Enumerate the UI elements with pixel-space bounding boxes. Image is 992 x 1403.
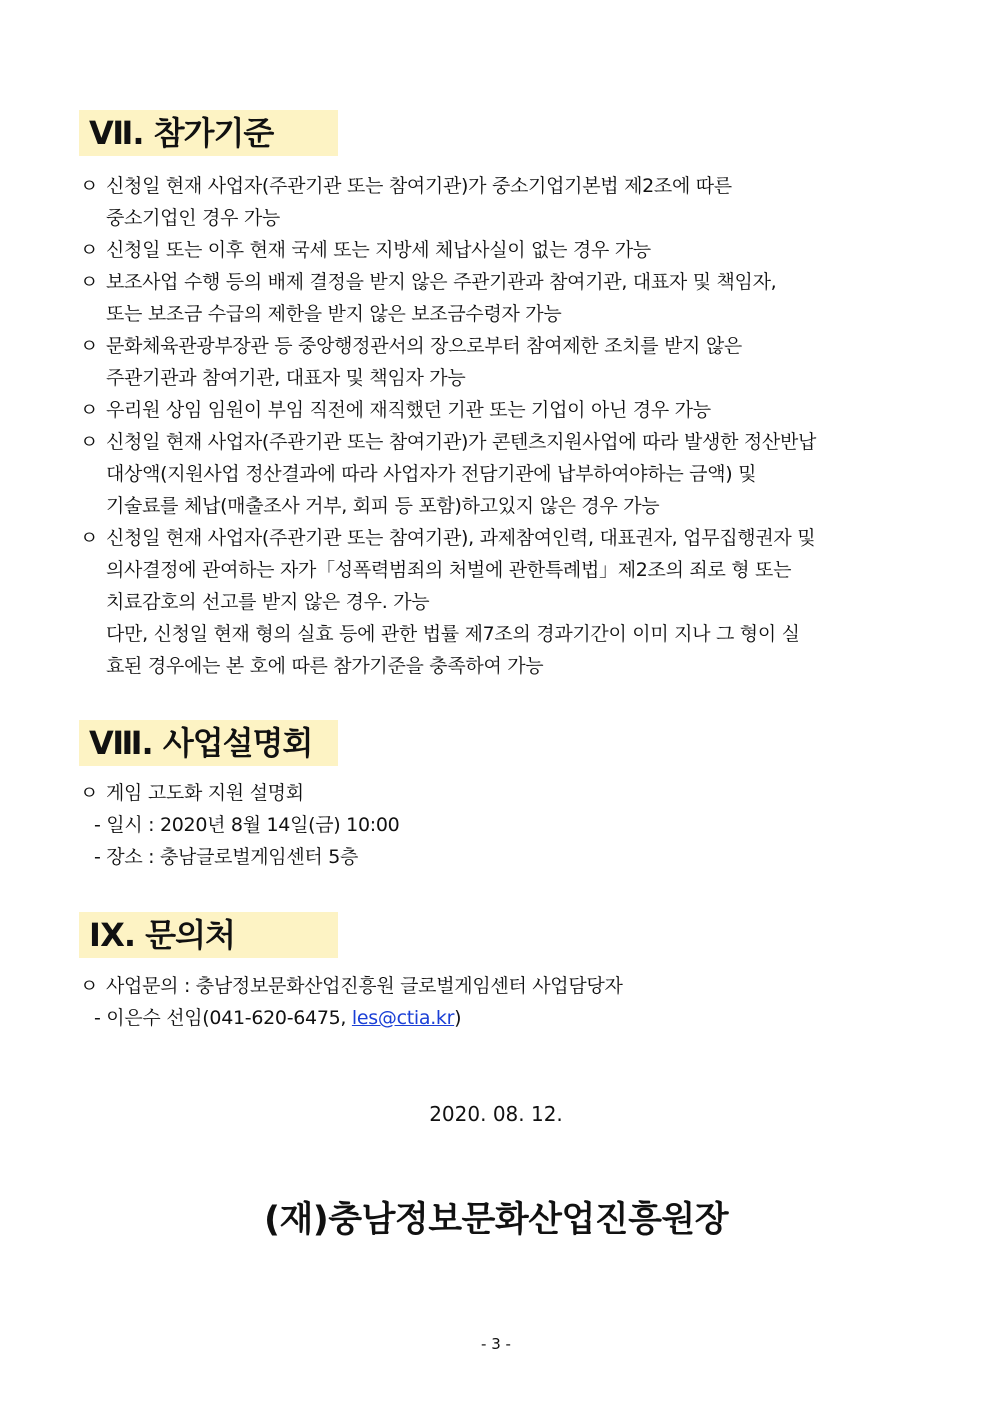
bullet-mark: ㅇ (80, 271, 99, 293)
bullet-mark: ㅇ (80, 399, 99, 421)
bullet-mark: ㅇ (80, 175, 99, 197)
email-link[interactable]: les@ctia.kr (351, 1007, 455, 1029)
bullet-mark: ㅇ (80, 335, 99, 357)
list-item-continuation: 의사결정에 관여하는 자가「성폭력범죄의 처벌에 관한특례법」제2조의 죄로 형 또는 (106, 559, 792, 581)
document-date: 2020. 08. 12. (429, 1102, 563, 1126)
issuer-organization: (재)충남정보문화산업진흥원장 (263, 1200, 729, 1240)
list-item-continuation: 대상액(지원사업 정산결과에 따라 사업자가 전담기관에 납부하여야하는 금액) 및 (106, 463, 757, 485)
list-item: ㅇ 신청일 현재 사업자(주관기관 또는 참여기관)가 중소기업기본법 제2조에 따른 (80, 170, 732, 202)
bullet-mark: ㅇ (80, 975, 99, 997)
list-item: ㅇ 보조사업 수행 등의 배제 결정을 받지 않은 주관기관과 참여기관, 대표자 및 책임자, (80, 266, 776, 298)
bullet-mark: ㅇ (80, 239, 99, 261)
list-subitem-contact-person: - 이은수 선임(041-620-6475, les@ctia.kr) (94, 1007, 462, 1029)
list-item: ㅇ 신청일 또는 이후 현재 국세 또는 지방세 체납사실이 없는 경우 가능 (80, 234, 651, 266)
section-title-contact: Ⅸ. 문의처 (79, 912, 338, 958)
list-subitem-location: - 장소 : 충남글로벌게임센터 5층 (94, 846, 359, 868)
list-item-continuation: 주관기관과 참여기관, 대표자 및 책임자 가능 (106, 367, 466, 389)
list-item-continuation: 중소기업인 경우 가능 (106, 207, 280, 229)
list-subitem-date: - 일시 : 2020년 8월 14일(금) 10:00 (94, 814, 400, 836)
list-item: ㅇ 신청일 현재 사업자(주관기관 또는 참여기관)가 콘텐츠지원사업에 따라 발생한 정산반납 (80, 426, 816, 458)
list-item: ㅇ 사업문의 : 충남정보문화산업진흥원 글로벌게임센터 사업담당자 (80, 970, 623, 1002)
list-item-continuation: 다만, 신청일 현재 형의 실효 등에 관한 법률 제7조의 경과기간이 이미 지나 그 형이 실 (106, 623, 800, 645)
list-item: ㅇ 우리원 상임 임원이 부임 직전에 재직했던 기관 또는 기업이 아닌 경우 가능 (80, 394, 711, 426)
list-item: ㅇ 신청일 현재 사업자(주관기관 또는 참여기관), 과제참여인력, 대표권자, 업무집행권자 및 (80, 522, 815, 554)
list-item: ㅇ 게임 고도화 지원 설명회 (80, 777, 304, 809)
page-number: - 3 - (481, 1335, 511, 1353)
section-title-participation-criteria: Ⅶ. 참가기준 (79, 110, 338, 156)
bullet-mark: ㅇ (80, 431, 99, 453)
list-item-continuation: 또는 보조금 수급의 제한을 받지 않은 보조금수령자 가능 (106, 303, 562, 325)
list-item-continuation: 기술료를 체납(매출조사 거부, 회피 등 포함)하고있지 않은 경우 가능 (106, 495, 660, 517)
bullet-mark: ㅇ (80, 782, 99, 804)
list-item-continuation: 치료감호의 선고를 받지 않은 경우. 가능 (106, 591, 430, 613)
bullet-mark: ㅇ (80, 527, 99, 549)
section-title-briefing-session: Ⅷ. 사업설명회 (79, 720, 338, 766)
list-item: ㅇ 문화체육관광부장관 등 중앙행정관서의 장으로부터 참여제한 조치를 받지 않은 (80, 330, 742, 362)
list-item-continuation: 효된 경우에는 본 호에 따른 참가기준을 충족하여 가능 (106, 655, 544, 677)
